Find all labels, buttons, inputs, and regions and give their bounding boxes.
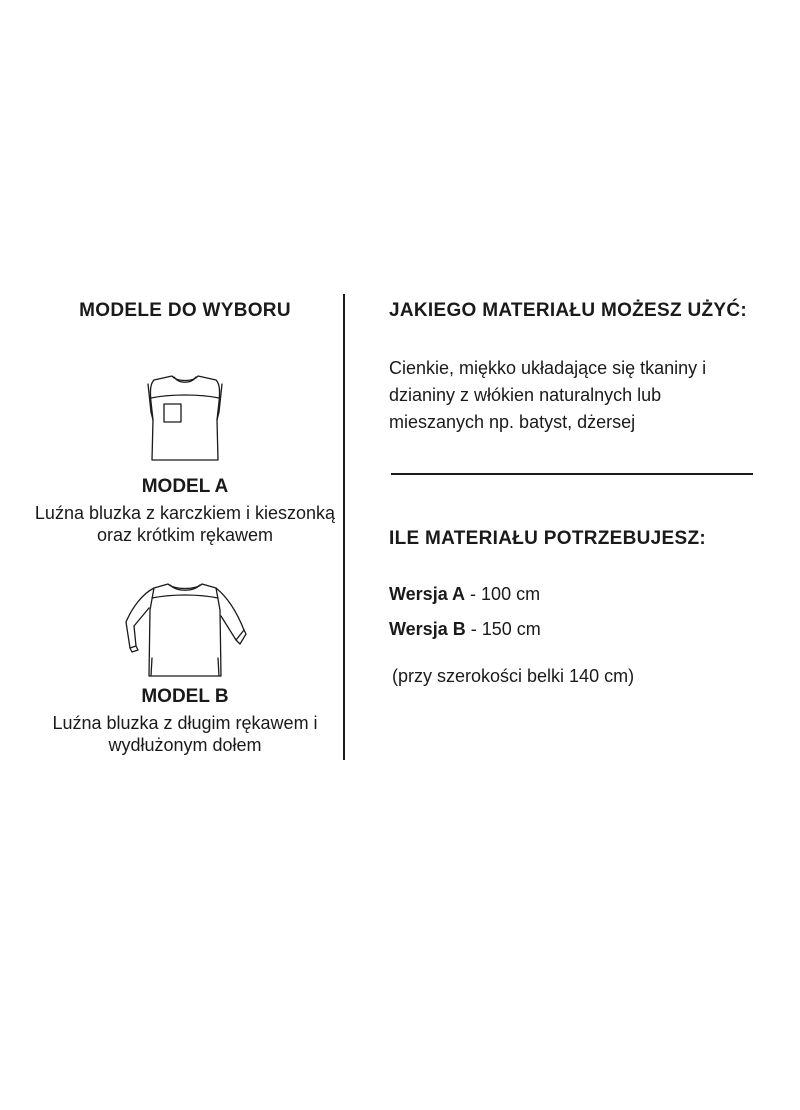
version-a-value: - 100 cm: [465, 584, 541, 604]
material-description: Cienkie, miękko układające się tkaniny i dzianiny z włókien naturalnych lub mieszanych np. batyst, dżersej: [389, 358, 707, 432]
short-sleeve-blouse-with-pocket-icon: [140, 372, 230, 464]
width-note: (przy szerokości belki 140 cm): [392, 666, 635, 686]
models-column: [30, 300, 340, 756]
model-b-title: MODEL B: [141, 686, 229, 707]
version-b-value: - 150 cm: [465, 619, 541, 639]
material-heading: JAKIEGO MATERIAŁU MOŻESZ UŻYĆ:: [389, 300, 748, 321]
amount-heading: ILE MATERIAŁU POTRZEBUJESZ:: [389, 528, 707, 549]
model-a-title: MODEL A: [141, 476, 229, 497]
material-section: [389, 300, 759, 436]
version-b-row: [389, 619, 769, 640]
version-a-label: Wersja A: [389, 584, 466, 604]
horizontal-divider: [391, 473, 753, 475]
amount-section: [389, 528, 769, 687]
models-heading: MODELE DO WYBORU: [79, 300, 291, 321]
long-sleeve-blouse-icon: [122, 580, 248, 680]
model-a-description: Luźna bluzka z karczkiem i kieszonką oraz krótkim rękawem: [34, 503, 336, 545]
version-b-label: Wersja B: [389, 619, 466, 639]
version-a-row: [389, 584, 769, 605]
vertical-divider: [343, 294, 345, 760]
model-b-description: Luźna bluzka z długim rękawem i wydłużonym dołem: [52, 713, 318, 755]
